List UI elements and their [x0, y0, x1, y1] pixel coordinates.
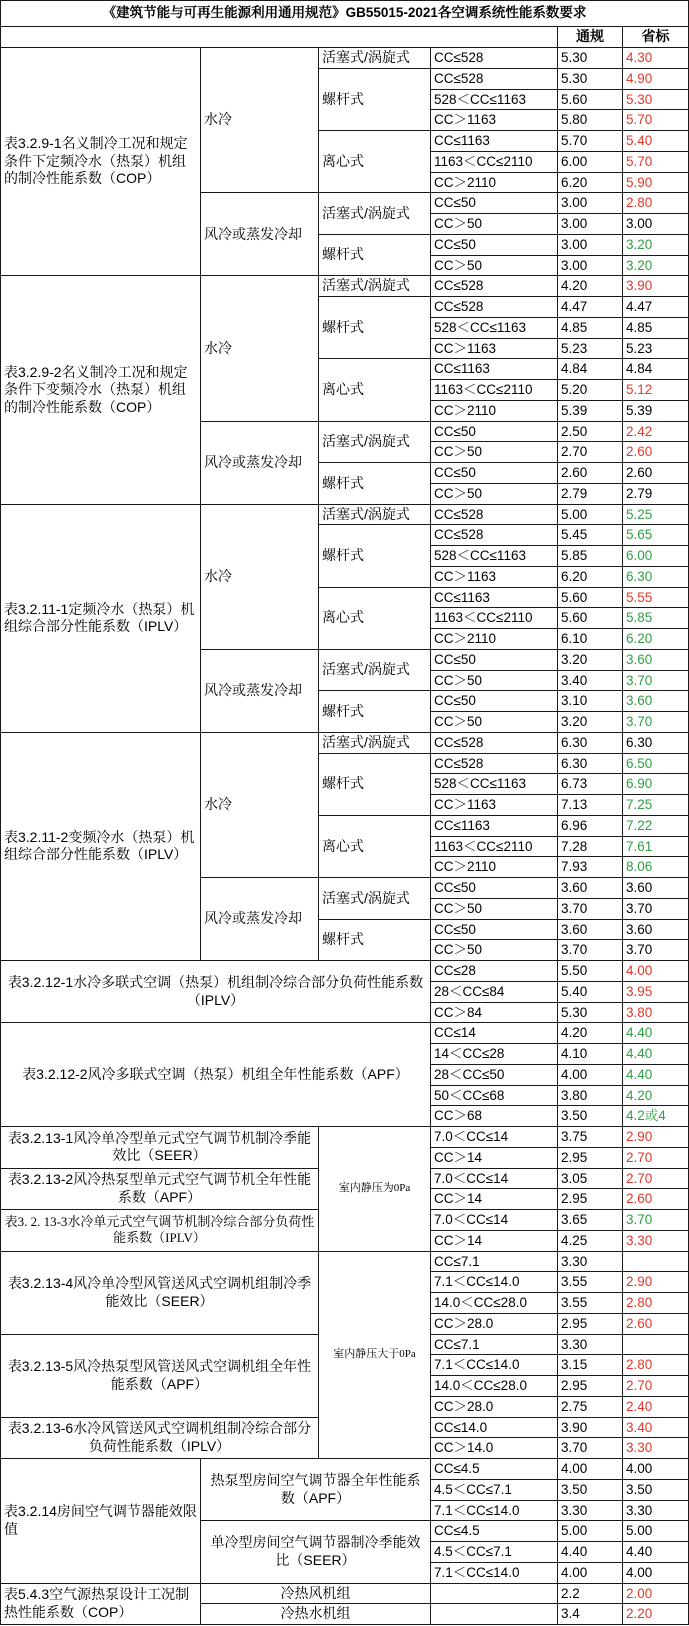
capacity-range: 7.1＜CC≤14.0 — [431, 1355, 558, 1376]
national-standard-value: 3.30 — [558, 1252, 623, 1273]
national-standard-value: 5.23 — [558, 339, 623, 360]
national-standard-value: 5.20 — [558, 380, 623, 401]
provincial-standard-value: 2.60 — [623, 1314, 689, 1335]
provincial-standard-value: 3.20 — [623, 256, 689, 277]
national-standard-value: 6.73 — [558, 774, 623, 795]
capacity-range: CC＞28.0 — [431, 1314, 558, 1335]
provincial-standard-value: 4.2或4 — [623, 1106, 689, 1127]
capacity-range: CC＞1163 — [431, 567, 558, 588]
provincial-standard-value: 2.40 — [623, 1397, 689, 1418]
capacity-range: CC＞50 — [431, 712, 558, 733]
provincial-standard-value: 7.61 — [623, 837, 689, 858]
provincial-standard-value: 2.60 — [623, 442, 689, 463]
capacity-range: 7.0＜CC≤14 — [431, 1127, 558, 1148]
national-standard-value: 3.05 — [558, 1169, 623, 1190]
compressor-type-label: 螺杆式 — [319, 235, 431, 277]
national-standard-value: 3.50 — [558, 1106, 623, 1127]
capacity-range: 528＜CC≤1163 — [431, 774, 558, 795]
section-label: 表3.2.11-1定频冷水（热泵）机组综合部分性能系数（IPLV） — [1, 505, 201, 733]
capacity-range: CC≤50 — [431, 422, 558, 443]
provincial-standard-value: 2.90 — [623, 1127, 689, 1148]
provincial-standard-value: 4.85 — [623, 318, 689, 339]
provincial-standard-value: 4.20 — [623, 1086, 689, 1107]
capacity-range: CC≤528 — [431, 754, 558, 775]
provincial-standard-value: 2.00 — [623, 1584, 689, 1605]
capacity-range: CC≤50 — [431, 878, 558, 899]
national-standard-value: 3.70 — [558, 1438, 623, 1459]
capacity-range: CC＞14 — [431, 1231, 558, 1252]
cooling-method-label: 水冷 — [201, 276, 319, 421]
capacity-range: 4.5＜CC≤7.1 — [431, 1542, 558, 1563]
provincial-standard-value: 2.80 — [623, 1355, 689, 1376]
national-standard-value: 5.60 — [558, 588, 623, 609]
capacity-range: CC≤14 — [431, 1023, 558, 1044]
capacity-range: CC＞14 — [431, 1148, 558, 1169]
provincial-standard-value: 4.40 — [623, 1044, 689, 1065]
table-label: 表3. 2. 13-3水冷单元式空气调节机制冷综合部分负荷性能系数（IPLV） — [1, 1210, 319, 1252]
provincial-standard-value: 2.70 — [623, 1169, 689, 1190]
national-standard-value: 4.25 — [558, 1231, 623, 1252]
unit-type-label: 冷热风机组 — [201, 1584, 431, 1605]
capacity-range: CC＞50 — [431, 899, 558, 920]
capacity-range: CC＞14.0 — [431, 1438, 558, 1459]
empty-cell — [431, 1584, 558, 1605]
cooling-method-label: 水冷 — [201, 48, 319, 193]
capacity-range: 1163＜CC≤2110 — [431, 152, 558, 173]
capacity-range: CC≤1163 — [431, 359, 558, 380]
national-standard-value: 3.75 — [558, 1127, 623, 1148]
national-standard-value: 5.00 — [558, 1521, 623, 1542]
national-standard-value: 3.70 — [558, 899, 623, 920]
national-standard-value: 6.10 — [558, 629, 623, 650]
national-standard-value: 6.20 — [558, 173, 623, 194]
capacity-range: CC≤50 — [431, 193, 558, 214]
provincial-standard-value: 6.30 — [623, 733, 689, 754]
capacity-range: CC＞84 — [431, 1003, 558, 1024]
national-standard-value: 3.00 — [558, 256, 623, 277]
national-standard-value: 3.40 — [558, 671, 623, 692]
capacity-range: CC＞50 — [431, 671, 558, 692]
capacity-range: 7.0＜CC≤14 — [431, 1169, 558, 1190]
compressor-type-label: 螺杆式 — [319, 463, 431, 505]
provincial-standard-value: 4.90 — [623, 69, 689, 90]
provincial-standard-value: 6.00 — [623, 546, 689, 567]
capacity-range: 7.1＜CC≤14.0 — [431, 1563, 558, 1584]
section-label: 表5.4.3空气源热泵设计工况制热性能系数（COP） — [1, 1584, 201, 1626]
national-standard-value: 7.93 — [558, 857, 623, 878]
provincial-standard-value: 5.90 — [623, 173, 689, 194]
national-standard-value: 5.60 — [558, 90, 623, 111]
capacity-range: 7.0＜CC≤14 — [431, 1210, 558, 1231]
national-standard-value: 3.00 — [558, 214, 623, 235]
capacity-range: CC＞50 — [431, 256, 558, 277]
capacity-range: CC≤528 — [431, 48, 558, 69]
national-standard-value: 5.30 — [558, 48, 623, 69]
provincial-standard-value: 5.23 — [623, 339, 689, 360]
national-standard-value: 3.10 — [558, 691, 623, 712]
capacity-range: CC≤50 — [431, 920, 558, 941]
capacity-range: CC≤1163 — [431, 816, 558, 837]
header-provincial-standard: 省标 — [623, 27, 689, 48]
compressor-type-label: 活塞式/涡旋式 — [319, 422, 431, 464]
national-standard-value: 5.85 — [558, 546, 623, 567]
provincial-standard-value: 3.70 — [623, 712, 689, 733]
national-standard-value: 4.20 — [558, 276, 623, 297]
provincial-standard-value: 2.60 — [623, 1189, 689, 1210]
national-standard-value: 2.95 — [558, 1189, 623, 1210]
cooling-method-label: 风冷或蒸发冷却 — [201, 878, 319, 961]
national-standard-value: 3.20 — [558, 712, 623, 733]
capacity-range: CC＞2110 — [431, 401, 558, 422]
provincial-standard-value: 4.30 — [623, 48, 689, 69]
unit-type-label: 冷热水机组 — [201, 1604, 431, 1625]
provincial-standard-value: 5.55 — [623, 588, 689, 609]
capacity-range: CC＞2110 — [431, 173, 558, 194]
compressor-type-label: 螺杆式 — [319, 297, 431, 359]
national-standard-value: 3.00 — [558, 235, 623, 256]
capacity-range: CC＞50 — [431, 442, 558, 463]
national-standard-value: 5.70 — [558, 131, 623, 152]
capacity-range: CC＞1163 — [431, 110, 558, 131]
cooling-method-label: 风冷或蒸发冷却 — [201, 650, 319, 733]
capacity-range: CC≤4.5 — [431, 1521, 558, 1542]
capacity-range: CC≤50 — [431, 235, 558, 256]
capacity-range: 528＜CC≤1163 — [431, 90, 558, 111]
provincial-standard-value: 3.90 — [623, 276, 689, 297]
national-standard-value: 2.60 — [558, 463, 623, 484]
capacity-range: 28＜CC≤84 — [431, 982, 558, 1003]
compressor-type-label: 离心式 — [319, 359, 431, 421]
national-standard-value: 3.20 — [558, 650, 623, 671]
national-standard-value: 3.4 — [558, 1604, 623, 1625]
provincial-standard-value: 5.70 — [623, 152, 689, 173]
capacity-range: CC＞68 — [431, 1106, 558, 1127]
capacity-range: CC＞1163 — [431, 795, 558, 816]
national-standard-value: 4.10 — [558, 1044, 623, 1065]
compressor-type-label: 活塞式/涡旋式 — [319, 650, 431, 692]
national-standard-value: 3.60 — [558, 920, 623, 941]
provincial-standard-value: 4.00 — [623, 961, 689, 982]
national-standard-value: 4.20 — [558, 1023, 623, 1044]
provincial-standard-value: 7.25 — [623, 795, 689, 816]
national-standard-value: 6.00 — [558, 152, 623, 173]
compressor-type-label: 活塞式/涡旋式 — [319, 193, 431, 235]
provincial-standard-value: 5.85 — [623, 608, 689, 629]
national-standard-value: 7.28 — [558, 837, 623, 858]
capacity-range: CC≤50 — [431, 463, 558, 484]
compressor-type-label: 螺杆式 — [319, 754, 431, 816]
national-standard-value: 3.30 — [558, 1335, 623, 1356]
provincial-standard-value: 3.60 — [623, 650, 689, 671]
compressor-type-label: 螺杆式 — [319, 525, 431, 587]
provincial-standard-value: 5.12 — [623, 380, 689, 401]
provincial-standard-value: 2.90 — [623, 1272, 689, 1293]
capacity-range: CC≤50 — [431, 650, 558, 671]
capacity-range: CC≤50 — [431, 691, 558, 712]
capacity-range: CC≤1163 — [431, 131, 558, 152]
capacity-range: CC≤528 — [431, 525, 558, 546]
provincial-standard-value: 6.30 — [623, 567, 689, 588]
provincial-standard-value: 6.50 — [623, 754, 689, 775]
provincial-standard-value: 7.22 — [623, 816, 689, 837]
provincial-standard-value: 3.30 — [623, 1231, 689, 1252]
national-standard-value: 7.13 — [558, 795, 623, 816]
capacity-range: CC≤528 — [431, 276, 558, 297]
table-label: 表3.2.13-2风冷热泵型单元式空气调节机全年性能系数（APF） — [1, 1169, 319, 1211]
cooling-method-label: 风冷或蒸发冷却 — [201, 193, 319, 276]
provincial-standard-value: 2.80 — [623, 1293, 689, 1314]
capacity-range: CC≤7.1 — [431, 1252, 558, 1273]
national-standard-value: 4.00 — [558, 1563, 623, 1584]
provincial-standard-value: 3.20 — [623, 235, 689, 256]
national-standard-value: 5.45 — [558, 525, 623, 546]
capacity-range: CC＞2110 — [431, 857, 558, 878]
capacity-range: 528＜CC≤1163 — [431, 318, 558, 339]
compressor-type-label: 活塞式/涡旋式 — [319, 48, 431, 69]
provincial-standard-value: 3.60 — [623, 691, 689, 712]
table-title: 《建筑节能与可再生能源利用通用规范》GB55015-2021各空调系统性能系数要求 — [1, 1, 689, 27]
capacity-range: CC≤4.5 — [431, 1459, 558, 1480]
static-pressure-note: 室内静压大于0Pa — [319, 1252, 431, 1460]
provincial-standard-value: 3.70 — [623, 671, 689, 692]
provincial-standard-value: 6.20 — [623, 629, 689, 650]
national-standard-value: 2.95 — [558, 1314, 623, 1335]
section-label: 表3.2.11-2变频冷水（热泵）机组综合部分性能系数（IPLV） — [1, 733, 201, 961]
provincial-standard-value: 3.30 — [623, 1438, 689, 1459]
national-standard-value: 5.30 — [558, 69, 623, 90]
national-standard-value: 2.95 — [558, 1376, 623, 1397]
national-standard-value: 4.85 — [558, 318, 623, 339]
compressor-type-label: 螺杆式 — [319, 920, 431, 962]
national-standard-value: 6.30 — [558, 754, 623, 775]
provincial-standard-value: 3.40 — [623, 1418, 689, 1439]
national-standard-value: 5.30 — [558, 1003, 623, 1024]
provincial-standard-value: 2.70 — [623, 1148, 689, 1169]
capacity-range: CC≤528 — [431, 69, 558, 90]
provincial-standard-value: 4.00 — [623, 1459, 689, 1480]
capacity-range: 28＜CC≤50 — [431, 1065, 558, 1086]
cooling-method-label: 水冷 — [201, 505, 319, 650]
provincial-standard-value — [623, 1335, 689, 1356]
provincial-standard-value: 3.95 — [623, 982, 689, 1003]
provincial-standard-value: 5.30 — [623, 90, 689, 111]
capacity-range: 14.0＜CC≤28.0 — [431, 1293, 558, 1314]
section-label: 表3.2.14房间空气调节器能效限值 — [1, 1459, 201, 1584]
national-standard-value: 5.80 — [558, 110, 623, 131]
static-pressure-note: 室内静压为0Pa — [319, 1127, 431, 1252]
compressor-type-label: 螺杆式 — [319, 691, 431, 733]
provincial-standard-value: 2.42 — [623, 422, 689, 443]
capacity-range: CC＞50 — [431, 214, 558, 235]
capacity-range: 7.1＜CC≤14.0 — [431, 1272, 558, 1293]
national-standard-value: 4.84 — [558, 359, 623, 380]
capacity-range: 528＜CC≤1163 — [431, 546, 558, 567]
table-label: 表3.2.13-6水冷风管送风式空调机组制冷综合部分负荷性能系数（IPLV） — [1, 1418, 319, 1460]
capacity-range: CC＞28.0 — [431, 1397, 558, 1418]
capacity-range: 1163＜CC≤2110 — [431, 608, 558, 629]
capacity-range: 7.1＜CC≤14.0 — [431, 1501, 558, 1522]
national-standard-value: 5.60 — [558, 608, 623, 629]
compressor-type-label: 活塞式/涡旋式 — [319, 505, 431, 526]
capacity-range: 1163＜CC≤2110 — [431, 380, 558, 401]
provincial-standard-value: 8.06 — [623, 857, 689, 878]
provincial-standard-value: 4.40 — [623, 1065, 689, 1086]
national-standard-value: 3.65 — [558, 1210, 623, 1231]
table-label: 表3.2.13-5风冷热泵型风管送风式空调机组全年性能系数（APF） — [1, 1335, 319, 1418]
provincial-standard-value: 2.20 — [623, 1604, 689, 1625]
provincial-standard-value: 4.40 — [623, 1542, 689, 1563]
section-label: 表3.2.9-1名义制冷工况和规定条件下定频冷水（热泵）机组的制冷性能系数（COP） — [1, 48, 201, 276]
national-standard-value: 2.95 — [558, 1148, 623, 1169]
compressor-type-label: 活塞式/涡旋式 — [319, 276, 431, 297]
capacity-range: CC≤528 — [431, 297, 558, 318]
provincial-standard-value: 5.65 — [623, 525, 689, 546]
capacity-range: 4.5＜CC≤7.1 — [431, 1480, 558, 1501]
compressor-type-label: 离心式 — [319, 816, 431, 878]
provincial-standard-value: 3.50 — [623, 1480, 689, 1501]
capacity-range: 14＜CC≤28 — [431, 1044, 558, 1065]
national-standard-value: 6.20 — [558, 567, 623, 588]
national-standard-value: 4.40 — [558, 1542, 623, 1563]
provincial-standard-value: 2.80 — [623, 193, 689, 214]
compressor-type-label: 活塞式/涡旋式 — [319, 878, 431, 920]
provincial-standard-value: 5.00 — [623, 1521, 689, 1542]
header-national-standard: 通规 — [558, 27, 623, 48]
capacity-range: CC＞50 — [431, 484, 558, 505]
national-standard-value: 3.70 — [558, 940, 623, 961]
provincial-standard-value: 5.25 — [623, 505, 689, 526]
cooling-method-label: 水冷 — [201, 733, 319, 878]
provincial-standard-value: 4.00 — [623, 1563, 689, 1584]
empty-cell — [431, 1604, 558, 1625]
capacity-range: CC≤528 — [431, 505, 558, 526]
capacity-range: CC≤14.0 — [431, 1418, 558, 1439]
compressor-type-label: 螺杆式 — [319, 69, 431, 131]
compressor-type-label: 离心式 — [319, 588, 431, 650]
section-label: 表3.2.12-1水冷多联式空调（热泵）机组制冷综合部分负荷性能系数（IPLV） — [1, 961, 431, 1023]
cooling-method-label: 风冷或蒸发冷却 — [201, 422, 319, 505]
national-standard-value: 4.00 — [558, 1459, 623, 1480]
capacity-range: CC≤1163 — [431, 588, 558, 609]
national-standard-value: 5.39 — [558, 401, 623, 422]
capacity-range: 14.0＜CC≤28.0 — [431, 1376, 558, 1397]
national-standard-value: 4.00 — [558, 1065, 623, 1086]
header-blank — [1, 27, 558, 48]
national-standard-value: 2.70 — [558, 442, 623, 463]
provincial-standard-value: 5.39 — [623, 401, 689, 422]
national-standard-value: 6.96 — [558, 816, 623, 837]
national-standard-value: 3.50 — [558, 1480, 623, 1501]
national-standard-value: 2.2 — [558, 1584, 623, 1605]
provincial-standard-value: 3.60 — [623, 878, 689, 899]
section-label: 表3.2.12-2风冷多联式空调（热泵）机组全年性能系数（APF） — [1, 1023, 431, 1127]
national-standard-value: 3.30 — [558, 1501, 623, 1522]
national-standard-value: 3.90 — [558, 1418, 623, 1439]
capacity-range: CC＞50 — [431, 940, 558, 961]
national-standard-value: 5.50 — [558, 961, 623, 982]
national-standard-value: 3.55 — [558, 1272, 623, 1293]
compressor-type-label: 活塞式/涡旋式 — [319, 733, 431, 754]
national-standard-value: 3.80 — [558, 1086, 623, 1107]
capacity-range: 50＜CC≤68 — [431, 1086, 558, 1107]
provincial-standard-value: 4.47 — [623, 297, 689, 318]
unit-category-label: 单冷型房间空气调节器制冷季能效比（SEER） — [201, 1521, 431, 1583]
capacity-range: CC≤528 — [431, 733, 558, 754]
national-standard-value: 3.60 — [558, 878, 623, 899]
section-label: 表3.2.9-2名义制冷工况和规定条件下变频冷水（热泵）机组的制冷性能系数（COP） — [1, 276, 201, 504]
national-standard-value: 5.00 — [558, 505, 623, 526]
unit-category-label: 热泵型房间空气调节器全年性能系数（APF） — [201, 1459, 431, 1521]
provincial-standard-value: 3.80 — [623, 1003, 689, 1024]
capacity-range: 1163＜CC≤2110 — [431, 837, 558, 858]
provincial-standard-value: 3.00 — [623, 214, 689, 235]
provincial-standard-value: 2.70 — [623, 1376, 689, 1397]
capacity-range: CC＞1163 — [431, 339, 558, 360]
provincial-standard-value: 6.90 — [623, 774, 689, 795]
provincial-standard-value: 5.70 — [623, 110, 689, 131]
national-standard-value: 3.55 — [558, 1293, 623, 1314]
provincial-standard-value: 5.40 — [623, 131, 689, 152]
table-label: 表3.2.13-1风冷单冷型单元式空气调节机制冷季能效比（SEER） — [1, 1127, 319, 1169]
provincial-standard-value — [623, 1252, 689, 1273]
provincial-standard-value: 4.84 — [623, 359, 689, 380]
national-standard-value: 5.40 — [558, 982, 623, 1003]
compressor-type-label: 离心式 — [319, 131, 431, 193]
provincial-standard-value: 3.70 — [623, 1210, 689, 1231]
national-standard-value: 2.75 — [558, 1397, 623, 1418]
capacity-range: CC≤7.1 — [431, 1335, 558, 1356]
national-standard-value: 3.00 — [558, 193, 623, 214]
provincial-standard-value: 3.30 — [623, 1501, 689, 1522]
provincial-standard-value: 3.70 — [623, 940, 689, 961]
table-label: 表3.2.13-4风冷单冷型风管送风式空调机组制冷季能效比（SEER） — [1, 1252, 319, 1335]
capacity-range: CC＞14 — [431, 1189, 558, 1210]
provincial-standard-value: 3.70 — [623, 899, 689, 920]
provincial-standard-value: 3.60 — [623, 920, 689, 941]
national-standard-value: 4.47 — [558, 297, 623, 318]
national-standard-value: 2.79 — [558, 484, 623, 505]
provincial-standard-value: 2.60 — [623, 463, 689, 484]
provincial-standard-value: 4.40 — [623, 1023, 689, 1044]
provincial-standard-value: 2.79 — [623, 484, 689, 505]
national-standard-value: 3.15 — [558, 1355, 623, 1376]
capacity-range: CC＞2110 — [431, 629, 558, 650]
national-standard-value: 6.30 — [558, 733, 623, 754]
national-standard-value: 2.50 — [558, 422, 623, 443]
capacity-range: CC≤28 — [431, 961, 558, 982]
